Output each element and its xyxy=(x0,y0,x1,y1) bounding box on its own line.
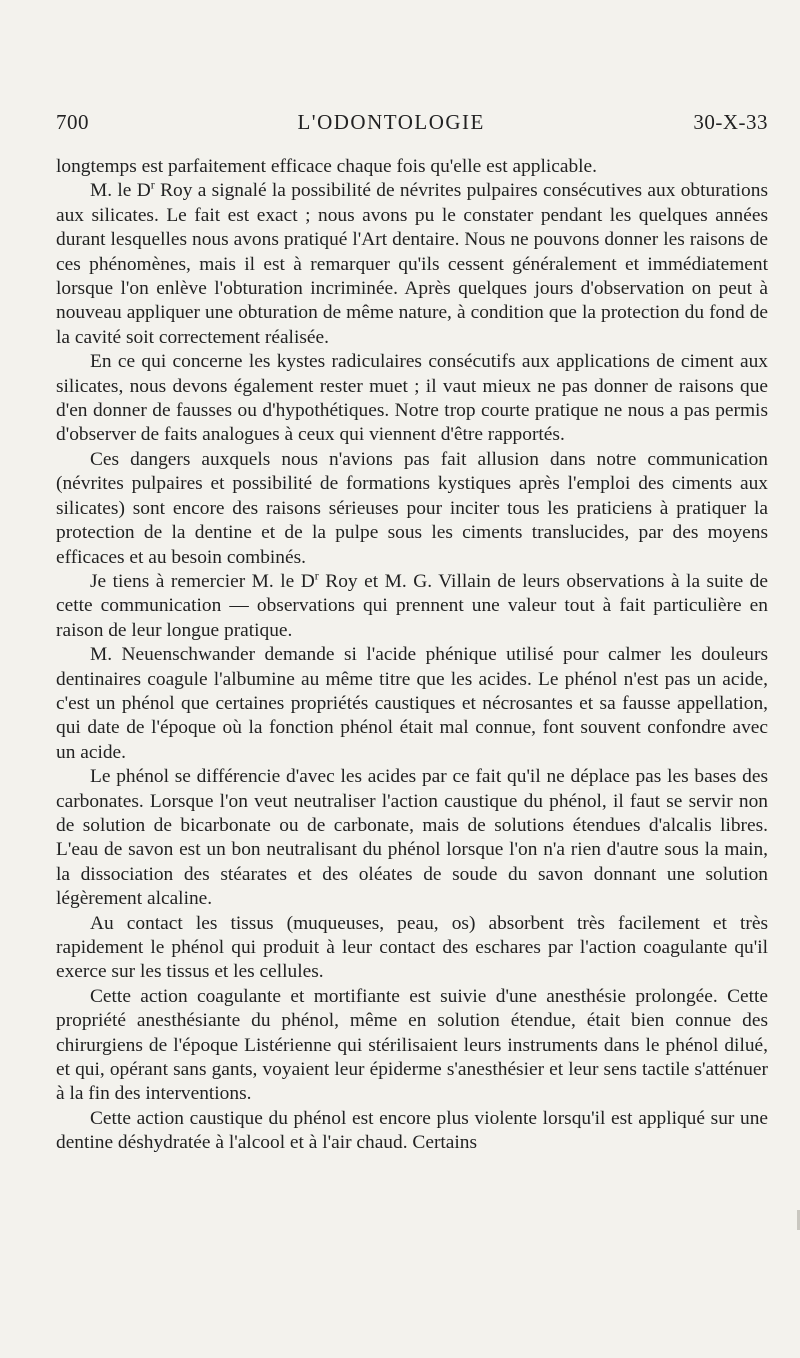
paragraph-text: Roy et M. G. Villain de leurs observations à la suite de cette communication — observations qui prennent une valeur tout à fait particulière en raison de leur longue pratique. xyxy=(56,570,768,641)
paragraph: Cette action coagulante et mortifiante est suivie d'une anesthésie prolongée. Cette propriété anesthésiante du phénol, même en solution étendue, était bien connue des chirurgiens de l'époque Listérienne qui stérilisaient leurs instruments dans le phénol dilué, et qui, opérant sans gants, voyaient leur épiderme s'anesthésier et leur sens tactile s'atténuer à la fin des interventions. xyxy=(56,985,768,1105)
body-text xyxy=(56,155,768,1156)
journal-title: L'ODONTOLOGIE xyxy=(297,110,485,134)
paragraph: M. Neuenschwander demande si l'acide phénique utilisé pour calmer les douleurs dentinaires coagule l'albumine au même titre que les acides. Le phénol n'est pas un acide, c'est un phénol que certaines propriétés caustiques et nécrosantes et sa fausse appellation, qui date de l'époque où la fonction phénol était mal connue, font souvent confondre avec un acide. xyxy=(56,644,768,763)
paragraph xyxy=(56,179,768,350)
page-number: 700 xyxy=(56,110,89,134)
paragraph-text: Je tiens à remercier M. le D xyxy=(90,570,315,592)
paragraph: En ce qui concerne les kystes radiculaires consécutifs aux applications de ciment aux silicates, nous devons également rester muet ; il vaut mieux ne pas donner de raisons que d'en donner de fausses ou d'hypothétiques. Notre trop courte pratique ne nous a pas permis d'observer de faits analogues à ceux qui viennent d'être rapportés. xyxy=(56,351,768,446)
paragraph-text: Roy a signalé la possibilité de névrites pulpaires consécutives aux obturations aux silicates. Le fait est exact ; nous avons pu le constater pendant les quelques années durant lesquelles nous avons pratiqué l'Art dentaire. Nous ne pouvons donner les raisons de ces phénomènes, mais il est à remarquer qu'ils cessent généralement et immédiatement lorsque l'on enlève l'obturation incriminée. Après quelques jours d'observation on peut à nouveau appliquer une obturation de même nature, à condition que la protection du fond de la cavité soit correctement réalisée. xyxy=(56,180,768,348)
issue-date: 30-X-33 xyxy=(693,110,768,134)
paragraph: Au contact les tissus (muqueuses, peau, os) absorbent très facilement et très rapidement le phénol qui produit à leur contact des eschares par l'action coagulante qu'il exerce sur les tissus et les cellules. xyxy=(56,912,768,983)
paragraph: longtemps est parfaitement efficace chaque fois qu'elle est applicable. xyxy=(56,156,597,177)
paragraph: Ces dangers auxquels nous n'avions pas fait allusion dans notre communication (névrites pulpaires et possibilité de formations kystiques après l'emploi des ciments aux silicates) sont encore des raisons sérieuses pour inciter tous les praticiens à pratiquer la protection de la dentine et de la pulpe sous les ciments translucides, par des moyens efficaces et au besoin combinés. xyxy=(56,448,768,568)
running-header xyxy=(56,110,768,135)
document-page xyxy=(56,110,768,1156)
superscript: r xyxy=(150,177,155,192)
superscript: r xyxy=(314,568,319,583)
paragraph-text: M. le D xyxy=(90,180,151,202)
paragraph xyxy=(56,570,768,643)
paragraph: Le phénol se différencie d'avec les acides par ce fait qu'il ne déplace pas les bases des carbonates. Lorsque l'on veut neutraliser l'action caustique du phénol, il faut se servir non de solution de bicarbonate ou de carbonate, mais de solutions étendues d'alcalis libres. L'eau de savon est un bon neutralisant du phénol lorsque l'on n'a rien d'autre sous la main, la dissociation des stéarates et des oléates de soude du savon donnant une solution légèrement alcaline. xyxy=(56,766,768,910)
paragraph: Cette action caustique du phénol est encore plus violente lorsqu'il est appliqué sur une dentine déshydratée à l'alcool et à l'air chaud. Certains xyxy=(56,1107,768,1154)
